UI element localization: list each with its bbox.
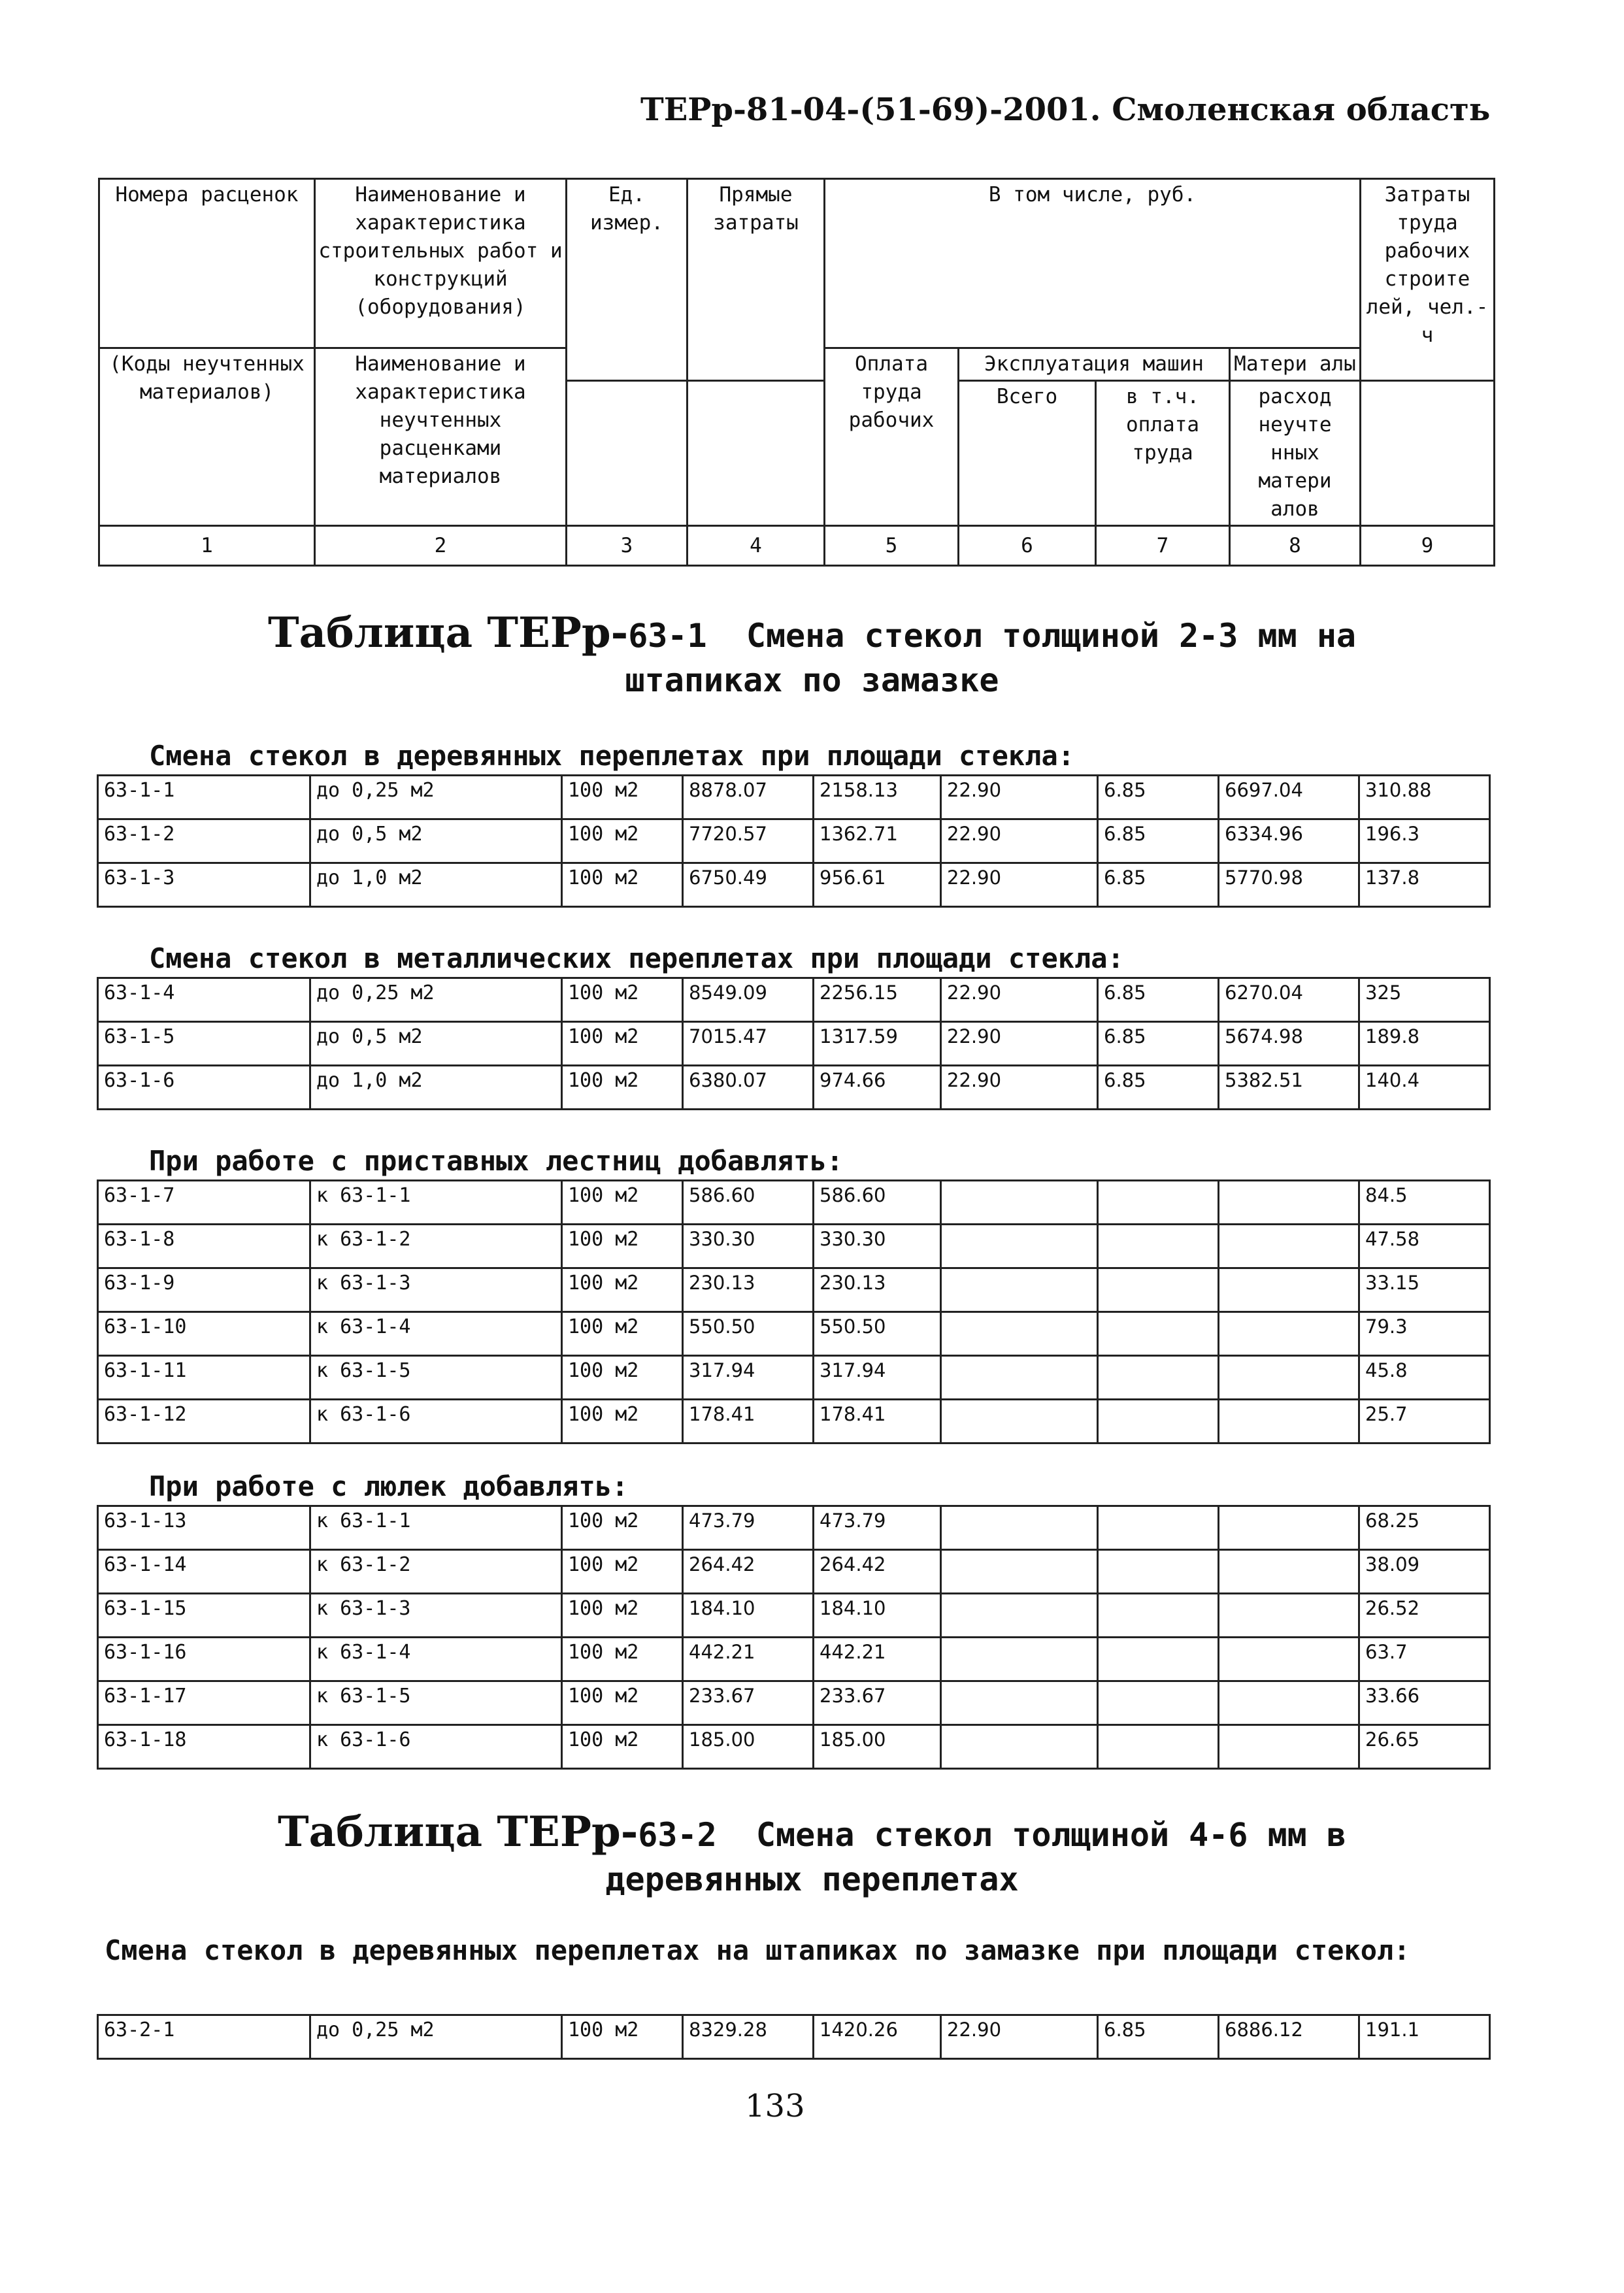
table-cell: 196.3 [1359,819,1490,863]
table-cell: 2256.15 [814,978,941,1022]
table-cell: к 63-1-1 [310,1181,562,1225]
column-number: 1 [99,526,315,566]
table-cell: 100 м2 [562,2015,683,2059]
table-cell: до 0,25 м2 [310,776,562,819]
table-row [98,1681,1490,1725]
table-cell [1219,1638,1359,1681]
table-cell: 100 м2 [562,819,683,863]
table-cell: 550.50 [814,1312,941,1356]
table-cell: 7720.57 [683,819,814,863]
table-row [98,1312,1490,1356]
table2-title-line1: Смена стекол толщиной 4-6 мм в [755,1816,1346,1854]
table-cell: 974.66 [814,1066,941,1110]
table-row [98,1022,1490,1066]
table-cell [941,1506,1098,1550]
table-cell: 63-1-17 [98,1681,310,1725]
table-cell: 6.85 [1098,978,1219,1022]
header-rate-numbers: Номера расценок [99,179,315,348]
table-cell: до 0,5 м2 [310,819,562,863]
table-cell: 140.4 [1359,1066,1490,1110]
table-cell: 264.42 [814,1550,941,1594]
table-cell [1098,1312,1219,1356]
table-row [98,1181,1490,1225]
table-cell: 317.94 [683,1356,814,1400]
table-cell: 26.52 [1359,1594,1490,1638]
table-row [98,1725,1490,1769]
table-cell [941,1225,1098,1268]
section-caption: Смена стекол в деревянных переплетах на штапиках по замазке при площади стекол: [105,1934,1410,1966]
table-cell: 100 м2 [562,1268,683,1312]
header-worker-pay: Оплата труда рабочих [825,348,959,526]
table-cell: 6.85 [1098,819,1219,863]
table-cell: 2158.13 [814,776,941,819]
table-cell: 191.1 [1359,2015,1490,2059]
table-cell: 63-1-2 [98,819,310,863]
table-row [98,1066,1490,1110]
table-cell: 233.67 [683,1681,814,1725]
table-row [98,1400,1490,1443]
table-cell: 63-1-12 [98,1400,310,1443]
table-cell: 100 м2 [562,1400,683,1443]
table-cell: 63-1-8 [98,1225,310,1268]
table-cell [941,1725,1098,1769]
table2-title [0,1807,1624,1902]
table-row [98,1594,1490,1638]
table-cell [1098,1506,1219,1550]
table-cell: 184.10 [683,1594,814,1638]
section-caption: Смена стекол в металлических переплетах при площади стекла: [149,942,1124,974]
table-cell: 100 м2 [562,1681,683,1725]
table-cell [1098,1268,1219,1312]
table-row [98,1638,1490,1681]
table-cell: 100 м2 [562,1550,683,1594]
table-cell: 100 м2 [562,1638,683,1681]
table-cell: 442.21 [814,1638,941,1681]
table-cell: 317.94 [814,1356,941,1400]
table-cell: 7015.47 [683,1022,814,1066]
page-number: 133 [745,2088,805,2124]
table-cell: 22.90 [941,776,1098,819]
table-cell: 63-1-13 [98,1506,310,1550]
header-unaccounted-materials: расход неучте нных матери алов [1230,381,1361,526]
table-cell [1219,1681,1359,1725]
table-cell: 6.85 [1098,863,1219,907]
table-cell: 63-1-4 [98,978,310,1022]
table-cell: 63-1-14 [98,1550,310,1594]
table-cell: 6334.96 [1219,819,1359,863]
table-cell: 22.90 [941,1022,1098,1066]
table2-word: Таблица ТЕРр- [278,1807,638,1856]
section-caption: При работе с люлек добавлять: [149,1470,629,1502]
table-cell: к 63-1-4 [310,1312,562,1356]
header-machine-pay: в т.ч. оплата труда [1096,381,1230,526]
table-cell: 442.21 [683,1638,814,1681]
table-cell: 100 м2 [562,1312,683,1356]
table-cell: 63-1-9 [98,1268,310,1312]
table-cell: 68.25 [1359,1506,1490,1550]
table-cell [1219,1356,1359,1400]
table-cell: 185.00 [814,1725,941,1769]
table-row [98,1550,1490,1594]
table-cell: 63-1-6 [98,1066,310,1110]
table-cell: 63-1-7 [98,1181,310,1225]
table-cell: 63-1-10 [98,1312,310,1356]
table-row [98,978,1490,1022]
header-material-name: Наименование и характеристика неучтенных расценками материалов [315,348,567,526]
table-cell: 6.85 [1098,1066,1219,1110]
table1-title-line2: штапиках по замазке [625,661,999,699]
column-number: 9 [1361,526,1495,566]
table-cell: к 63-1-6 [310,1400,562,1443]
table-cell: 473.79 [683,1506,814,1550]
table-cell: к 63-1-5 [310,1356,562,1400]
table-cell: 233.67 [814,1681,941,1725]
table-cell [1219,1400,1359,1443]
table-cell: 6380.07 [683,1066,814,1110]
table-cell: 79.3 [1359,1312,1490,1356]
table-cell [1098,1400,1219,1443]
table-cell [941,1268,1098,1312]
table-cell: 100 м2 [562,978,683,1022]
rates-table [97,774,1491,908]
header-unit: Ед. измер. [567,179,688,381]
table-cell [941,1594,1098,1638]
header-work-name: Наименование и характеристика строительных работ и конструкций (оборудования) [315,179,567,348]
table-cell: 1317.59 [814,1022,941,1066]
header-machine-operation: Эксплуатация машин [959,348,1230,381]
table-cell: 586.60 [683,1181,814,1225]
table-cell: 45.8 [1359,1356,1490,1400]
table1-code: 63-1 [628,617,707,655]
table-cell: 63-1-11 [98,1356,310,1400]
table-cell [941,1681,1098,1725]
table-cell [1219,1725,1359,1769]
table-cell: 100 м2 [562,1506,683,1550]
table-cell: к 63-1-6 [310,1725,562,1769]
column-number: 4 [688,526,825,566]
table-cell [941,1638,1098,1681]
header-labor-cont [1361,381,1495,526]
table-cell: 8329.28 [683,2015,814,2059]
table-row [98,2015,1490,2059]
table-cell [941,1312,1098,1356]
table-cell: 84.5 [1359,1181,1490,1225]
table-cell [1098,1725,1219,1769]
table-cell [1098,1638,1219,1681]
table-cell: 100 м2 [562,1356,683,1400]
table-cell: 33.15 [1359,1268,1490,1312]
table-cell: 325 [1359,978,1490,1022]
table-cell [1219,1268,1359,1312]
table1-title [0,608,1624,702]
table-cell: к 63-1-2 [310,1550,562,1594]
table-cell: к 63-1-1 [310,1506,562,1550]
table-cell [1098,1550,1219,1594]
table2-code: 63-2 [638,1816,717,1854]
table-cell: к 63-1-4 [310,1638,562,1681]
page-header: ТЕРр-81-04-(51-69)-2001. Смоленская область [640,91,1491,128]
table-cell: 956.61 [814,863,941,907]
rates-table [97,2014,1491,2060]
table-cell: 8549.09 [683,978,814,1022]
table-cell: до 1,0 м2 [310,1066,562,1110]
table-cell: 26.65 [1359,1725,1490,1769]
table-cell: 178.41 [814,1400,941,1443]
table-cell: 5770.98 [1219,863,1359,907]
table-cell: 330.30 [814,1225,941,1268]
table-cell [1219,1225,1359,1268]
table-cell: 63-1-1 [98,776,310,819]
table-cell: к 63-1-3 [310,1594,562,1638]
table-cell: до 0,25 м2 [310,978,562,1022]
table-cell: 6697.04 [1219,776,1359,819]
header-including: В том числе, руб. [825,179,1361,348]
table-cell: к 63-1-3 [310,1268,562,1312]
table-cell: 63-1-15 [98,1594,310,1638]
table-cell: 63-1-3 [98,863,310,907]
table2-title-line2: деревянных переплетах [605,1860,1019,1898]
table-row [98,776,1490,819]
rates-table [97,1179,1491,1444]
column-number: 5 [825,526,959,566]
column-number: 2 [315,526,567,566]
table-cell: 22.90 [941,819,1098,863]
table-cell: 6270.04 [1219,978,1359,1022]
table-cell: 184.10 [814,1594,941,1638]
table-cell: 100 м2 [562,776,683,819]
table-cell: 230.13 [814,1268,941,1312]
table-cell: 230.13 [683,1268,814,1312]
table-cell [1098,1356,1219,1400]
table-cell: 6886.12 [1219,2015,1359,2059]
table-cell: 185.00 [683,1725,814,1769]
table-cell: 22.90 [941,2015,1098,2059]
header-labor-costs: Затраты труда рабочих строите лей, чел.-ч [1361,179,1495,381]
table-cell: 63.7 [1359,1638,1490,1681]
table-cell [1219,1312,1359,1356]
header-direct-costs: Прямые затраты [688,179,825,381]
table-cell: 473.79 [814,1506,941,1550]
table-cell: 178.41 [683,1400,814,1443]
table-cell: 100 м2 [562,1066,683,1110]
header-unit-cont [567,381,688,526]
column-number: 6 [959,526,1096,566]
table-cell: к 63-1-5 [310,1681,562,1725]
table-cell: 586.60 [814,1181,941,1225]
table-cell: 47.58 [1359,1225,1490,1268]
table-row [98,863,1490,907]
column-header-table [98,178,1495,567]
header-machine-total: Всего [959,381,1096,526]
table-cell: 6.85 [1098,2015,1219,2059]
table-cell: 264.42 [683,1550,814,1594]
table-cell: 25.7 [1359,1400,1490,1443]
column-number: 3 [567,526,688,566]
table-cell [1098,1594,1219,1638]
table-cell: 5674.98 [1219,1022,1359,1066]
header-materials: Матери алы [1230,348,1361,381]
table-cell: 38.09 [1359,1550,1490,1594]
table-row [98,1506,1490,1550]
table-cell: 63-1-16 [98,1638,310,1681]
table-cell: 63-1-5 [98,1022,310,1066]
table-cell [1098,1681,1219,1725]
table-cell: 100 м2 [562,1181,683,1225]
table-cell: 8878.07 [683,776,814,819]
table-cell: 1362.71 [814,819,941,863]
table-cell: 100 м2 [562,863,683,907]
rates-table [97,1505,1491,1770]
table-cell: 63-2-1 [98,2015,310,2059]
table-cell: 310.88 [1359,776,1490,819]
table-cell: 6.85 [1098,1022,1219,1066]
table-cell [941,1550,1098,1594]
table-cell [941,1356,1098,1400]
table-cell: 100 м2 [562,1725,683,1769]
table-cell: 22.90 [941,978,1098,1022]
table-cell: 63-1-18 [98,1725,310,1769]
table-cell [1219,1594,1359,1638]
table-cell: до 1,0 м2 [310,863,562,907]
table-cell [1098,1181,1219,1225]
section-caption: При работе с приставных лестниц добавлять: [149,1145,844,1177]
table-cell: 330.30 [683,1225,814,1268]
table-cell: 6.85 [1098,776,1219,819]
table-cell [941,1400,1098,1443]
table-cell: до 0,5 м2 [310,1022,562,1066]
table-cell: 6750.49 [683,863,814,907]
table-row [98,1356,1490,1400]
table-cell [1219,1550,1359,1594]
table-cell: 1420.26 [814,2015,941,2059]
table-cell: 189.8 [1359,1022,1490,1066]
table1-title-line1: Смена стекол толщиной 2-3 мм на [746,617,1357,655]
table-cell: 100 м2 [562,1594,683,1638]
table-cell: 22.90 [941,1066,1098,1110]
column-number: 7 [1096,526,1230,566]
table-cell: 550.50 [683,1312,814,1356]
table-cell: 137.8 [1359,863,1490,907]
table-cell [1098,1225,1219,1268]
table-cell: 100 м2 [562,1225,683,1268]
section-caption: Смена стекол в деревянных переплетах при площади стекла: [149,740,1075,772]
table-row [98,1268,1490,1312]
table-cell [1219,1506,1359,1550]
table-cell: 5382.51 [1219,1066,1359,1110]
table-cell: к 63-1-2 [310,1225,562,1268]
column-number: 8 [1230,526,1361,566]
table-cell: до 0,25 м2 [310,2015,562,2059]
table-row [98,1225,1490,1268]
header-direct-cont [688,381,825,526]
rates-table [97,977,1491,1110]
table-cell [1219,1181,1359,1225]
table-row [98,819,1490,863]
header-material-codes: (Коды неучтенных материалов) [99,348,315,526]
table1-word: Таблица ТЕРр- [267,608,629,657]
table-cell [941,1181,1098,1225]
table-cell: 33.66 [1359,1681,1490,1725]
table-cell: 22.90 [941,863,1098,907]
table-cell: 100 м2 [562,1022,683,1066]
